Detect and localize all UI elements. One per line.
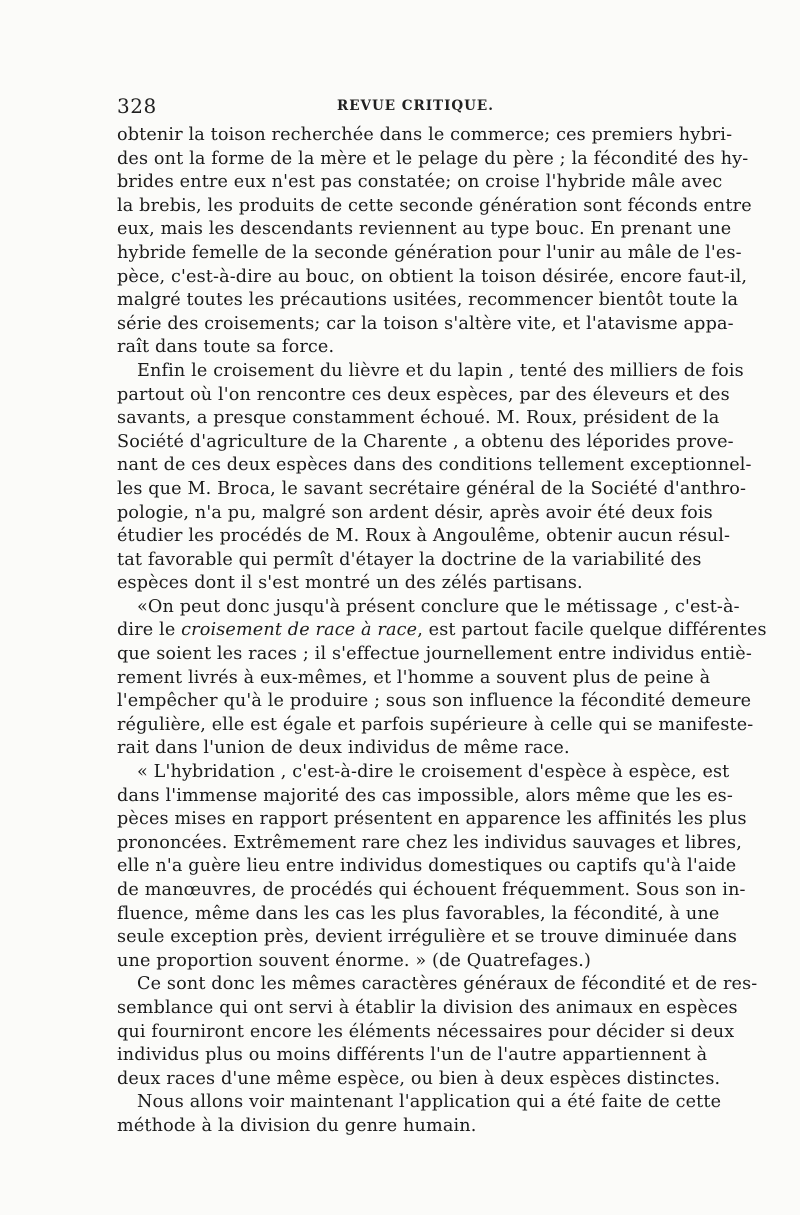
text-line: dans l'immense majorité des cas impossible, alors même que les es- — [117, 785, 733, 806]
running-title: REVUE CRITIQUE. — [337, 98, 494, 114]
text-line-mixed — [117, 619, 767, 643]
text-line: méthode à la division du genre humain. — [117, 1115, 477, 1136]
text-line: la brebis, les produits de cette seconde génération sont féconds entre — [117, 195, 752, 216]
text-line: Ce sont donc les mêmes caractères généraux de fécondité et de res- — [137, 974, 758, 995]
text-line: savants, a presque constamment échoué. M. Roux, président de la — [117, 408, 720, 429]
text-line: rement livrés à eux-mêmes, et l'homme a souvent plus de peine à — [117, 667, 711, 688]
text-line: obtenir la toison recherchée dans le commerce; ces premiers hybri- — [117, 125, 733, 145]
text-line: eux, mais les descendants reviennent au type bouc. En prenant une — [117, 219, 732, 240]
text-line: Société d'agriculture de la Charente , a obtenu des léporides prove- — [117, 431, 734, 452]
text-line: les que M. Broca, le savant secrétaire général de la Société d'anthro- — [117, 478, 747, 499]
italic-phrase: croisement de race à race — [181, 620, 418, 641]
text-line: brides entre eux n'est pas constatée; on croise l'hybride mâle avec — [117, 172, 723, 193]
text-line: Nous allons voir maintenant l'application qui a été faite de cette — [137, 1092, 722, 1113]
body-text — [117, 124, 767, 1139]
text-line: partout où l'on rencontre ces deux espèces, par des éleveurs et des — [117, 384, 730, 405]
text-line: des ont la forme de la mère et le pelage du père ; la fécondité des hy- — [117, 148, 749, 169]
text-line: elle n'a guère lieu entre individus domestiques ou captifs qu'à l'aide — [117, 856, 737, 877]
text-line: deux races d'une même espèce, ou bien à deux espèces distinctes. — [117, 1068, 721, 1089]
text-line: nant de ces deux espèces dans des conditions tellement exceptionnel- — [117, 455, 752, 476]
text-line: Enfin le croisement du lièvre et du lapin , tenté des milliers de fois — [137, 360, 744, 381]
text-line: malgré toutes les précautions usitées, recommencer bientôt toute la — [117, 290, 739, 311]
page-header — [117, 94, 682, 118]
text-line: série des croisements; car la toison s'altère vite, et l'atavisme appa- — [117, 313, 734, 334]
text-line: « L'hybridation , c'est-à-dire le croisement d'espèce à espèce, est — [137, 762, 730, 783]
text-line: pologie, n'a pu, malgré son ardent désir, après avoir été deux fois — [117, 502, 713, 523]
text-line: pèce, c'est-à-dire au bouc, on obtient la toison désirée, encore faut-il, — [117, 266, 748, 287]
text-line: espèces dont il s'est montré un des zélés partisans. — [117, 573, 583, 594]
text-line: étudier les procédés de M. Roux à Angoulême, obtenir aucun résul- — [117, 526, 731, 547]
text-line: pèces mises en rapport présentent en apparence les affinités les plus — [117, 809, 747, 830]
text-line: seule exception près, devient irrégulière et se trouve diminuée dans — [117, 927, 738, 948]
text-line: qui fourniront encore les éléments nécessaires pour décider si deux — [117, 1021, 735, 1042]
text-line: raît dans toute sa force. — [117, 337, 335, 358]
text-line: hybride femelle de la seconde génération pour l'unir au mâle de l'es- — [117, 242, 742, 263]
text-line: régulière, elle est égale et parfois supérieure à celle qui se manifeste- — [117, 714, 754, 735]
text-line: tat favorable qui permît d'étayer la doctrine de la variabilité des — [117, 549, 702, 570]
page-number: 328 — [117, 94, 157, 118]
text-line: prononcées. Extrêmement rare chez les individus sauvages et libres, — [117, 832, 742, 853]
text-line: une proportion souvent énorme. » (de Quatrefages.) — [117, 950, 592, 971]
text-line: l'empêcher qu'à le produire ; sous son influence la fécondité demeure — [117, 691, 752, 712]
text-run: , est partout facile quelque différentes — [417, 620, 767, 641]
text-line: «On peut donc jusqu'à présent conclure que le métissage , c'est-à- — [137, 596, 740, 617]
text-line: que soient les races ; il s'effectue journellement entre individus entiè- — [117, 644, 752, 665]
text-line: individus plus ou moins différents l'un de l'autre appartiennent à — [117, 1045, 708, 1066]
text-line: rait dans l'union de deux individus de même race. — [117, 738, 570, 759]
text-run: dire le — [117, 620, 182, 641]
text-line: de manœuvres, de procédés qui échouent fréquemment. Sous son in- — [117, 880, 746, 900]
text-line: semblance qui ont servi à établir la division des animaux en espèces — [117, 997, 738, 1018]
text-line: fluence, même dans les cas les plus favorables, la fécondité, à une — [117, 903, 720, 924]
